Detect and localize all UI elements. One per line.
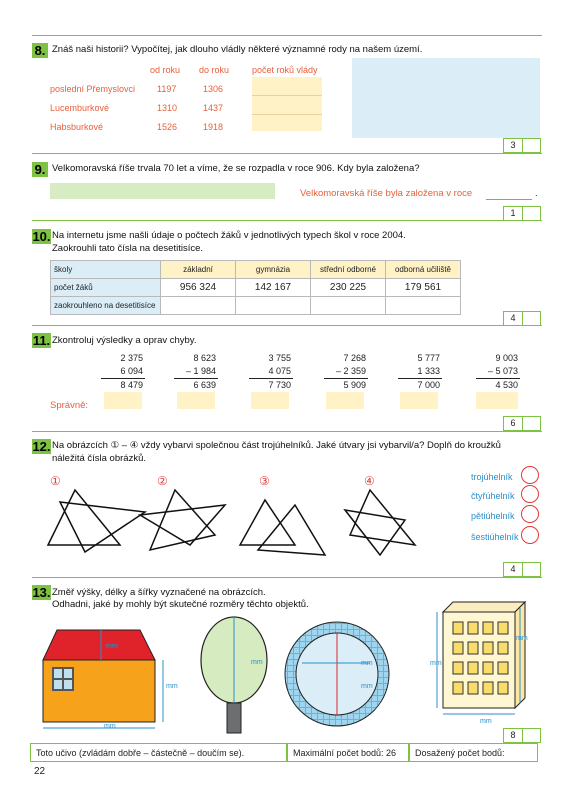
divider [252, 114, 322, 115]
question-text: Zaokrouhli tato čísla na desetitisíce. [52, 243, 204, 254]
correct-answer-box[interactable] [476, 392, 518, 409]
points-value: 4 [504, 312, 523, 325]
operand-a: 8 623 [193, 353, 216, 363]
divider [32, 35, 542, 36]
house-picture [35, 620, 185, 735]
answer-cell[interactable] [236, 297, 311, 315]
table-cell: 142 167 [236, 279, 311, 297]
operand-b: 4 075 [268, 366, 291, 376]
row-label: zaokrouhleno na desetitisíce [51, 297, 161, 315]
result: 5 909 [343, 380, 366, 390]
operand-a: 3 755 [268, 353, 291, 363]
triangle-4b [345, 510, 405, 555]
points-box [503, 562, 541, 577]
figure-label: ③ [259, 474, 270, 488]
row-from: 1310 [157, 103, 178, 113]
operand-b: – 2 359 [335, 366, 366, 376]
answer-cell[interactable] [386, 297, 461, 315]
shape-label: pětiúhelník [471, 511, 515, 521]
correct-answer-box[interactable] [251, 392, 289, 409]
points-value: 3 [504, 139, 523, 152]
points-box [503, 416, 541, 431]
points-value: 4 [504, 563, 523, 576]
answer-cell[interactable] [161, 297, 236, 315]
row-to: 1918 [203, 122, 224, 132]
question-text: Zkontroluj výsledky a oprav chyby. [52, 335, 197, 346]
answer-cell[interactable] [311, 297, 386, 315]
unit-label: mm [166, 683, 178, 690]
sum-line [476, 378, 520, 379]
points-box [503, 138, 541, 153]
pool-picture [282, 612, 392, 736]
question-number: 13. [32, 585, 51, 600]
operand-a: 5 777 [417, 353, 440, 363]
row-name: Lucemburkové [50, 103, 110, 113]
footer-achieved-points[interactable]: Dosažený počet bodů: [409, 743, 538, 762]
answer-circle[interactable] [521, 485, 539, 503]
col-header-years: počet roků vlády [252, 65, 318, 75]
unit-label: mm [516, 635, 528, 642]
points-value: 1 [504, 207, 523, 220]
calc-area[interactable] [352, 58, 540, 138]
correct-answer-box[interactable] [104, 392, 142, 409]
unit-label: mm [480, 718, 492, 725]
sum-line [174, 378, 218, 379]
table-header: střední odborné [311, 261, 386, 279]
row-from: 1526 [157, 122, 178, 132]
unit-label: mm [430, 660, 442, 667]
sum-line [398, 378, 442, 379]
question-text: Velkomoravská říše trvala 70 let a víme, že se rozpadla v roce 906. Kdy byla založena? [52, 163, 420, 174]
unit-label: mm [361, 660, 373, 667]
table-cell: 179 561 [386, 279, 461, 297]
points-box [503, 728, 541, 743]
result: 6 639 [193, 380, 216, 390]
calc-area[interactable] [50, 183, 275, 199]
table-cell: 230 225 [311, 279, 386, 297]
operand-b: 1 333 [417, 366, 440, 376]
row-from: 1197 [157, 84, 177, 94]
result: 7 730 [268, 380, 291, 390]
triangle-2b [140, 505, 225, 545]
answer-box[interactable] [252, 77, 322, 131]
operand-a: 2 375 [120, 353, 143, 363]
page-number: 22 [34, 766, 46, 777]
shape-label: šestiúhelník [471, 532, 519, 542]
answer-circle[interactable] [521, 466, 539, 484]
divider [32, 577, 542, 578]
question-text: náležitá čísla obrázků. [52, 453, 146, 464]
unit-label: mm [104, 723, 116, 730]
correct-answer-box[interactable] [400, 392, 438, 409]
question-text: Znáš naši historii? Vypočítej, jak dlouho vládly některé významné rody na našem území. [52, 44, 423, 55]
shape-label: trojúhelník [471, 472, 513, 482]
triangle-figures [40, 480, 460, 560]
row-label: počet žáků [51, 279, 161, 297]
row-to: 1306 [203, 84, 224, 94]
question-text: Změř výšky, délky a šířky vyznačené na obrázcích. [52, 587, 266, 598]
figure-label: ② [157, 474, 168, 488]
question-number: 10. [32, 229, 51, 244]
operand-a: 9 003 [495, 353, 518, 363]
shape-label: čtyřúhelník [471, 491, 515, 501]
result: 7 000 [417, 380, 440, 390]
sum-line [249, 378, 293, 379]
result: 8 479 [120, 380, 143, 390]
unit-label: mm [251, 659, 263, 666]
col-header-to: do roku [199, 65, 230, 75]
building-picture [425, 598, 537, 736]
divider [252, 95, 322, 96]
question-number: 8. [32, 43, 48, 58]
table-header: odborná učiliště [386, 261, 461, 279]
unit-label: mm [106, 643, 118, 650]
operand-b: – 5 073 [487, 366, 518, 376]
tree-picture [196, 614, 274, 736]
question-number: 12. [32, 439, 51, 454]
answer-suffix: . [535, 188, 538, 199]
answer-circle[interactable] [521, 505, 539, 523]
question-number: 11. [32, 333, 51, 348]
footer-topic: Toto učivo (zvládám dobře – částečně – doučím se). [30, 743, 287, 762]
question-text: Na obrázcích ① – ④ vždy vybarvi společnou část trojúhelníků. Jaké útvary jsi vybarvil/a? Doplň do kroužků [52, 440, 501, 451]
question-text: Odhadni, jaké by mohly být skutečné rozměry těchto objektů. [52, 599, 309, 610]
table-cell: 956 324 [161, 279, 236, 297]
figure-label: ① [50, 474, 61, 488]
divider [32, 325, 542, 326]
data-table [50, 260, 461, 315]
points-box [503, 206, 541, 221]
result: 4 530 [495, 380, 518, 390]
footer-max-points: Maximální počet bodů: 26 [287, 743, 409, 762]
row-to: 1437 [203, 103, 224, 113]
operand-b: 6 094 [120, 366, 143, 376]
operand-a: 7 268 [343, 353, 366, 363]
col-header-from: od roku [150, 65, 181, 75]
answer-circle[interactable] [521, 526, 539, 544]
correct-answer-box[interactable] [326, 392, 364, 409]
question-number: 9. [32, 162, 48, 177]
correct-answer-box[interactable] [177, 392, 215, 409]
triangle-4a [350, 490, 415, 545]
answer-prefix: Velkomoravská říše byla založena v roce [300, 188, 473, 199]
divider [32, 431, 542, 432]
sum-line [324, 378, 368, 379]
divider [32, 220, 542, 221]
points-value: 6 [504, 417, 523, 430]
operand-b: – 1 984 [185, 366, 216, 376]
table-header: základní [161, 261, 236, 279]
table-header: školy [51, 261, 161, 279]
correct-label: Správně: [50, 400, 89, 411]
points-value: 8 [504, 729, 523, 742]
table-header: gymnázia [236, 261, 311, 279]
points-box [503, 311, 541, 326]
row-name: Habsburkové [50, 122, 104, 132]
sum-line [101, 378, 145, 379]
triangle-3b [258, 505, 325, 555]
unit-label: mm [361, 683, 373, 690]
question-text: Na internetu jsme našli údaje o počtech žáků v jednotlivých typech škol v roce 2004. [52, 230, 406, 241]
divider [32, 153, 542, 154]
figure-label: ④ [364, 474, 375, 488]
row-name: poslední Přemyslovci [50, 84, 136, 94]
answer-line[interactable] [486, 199, 532, 200]
